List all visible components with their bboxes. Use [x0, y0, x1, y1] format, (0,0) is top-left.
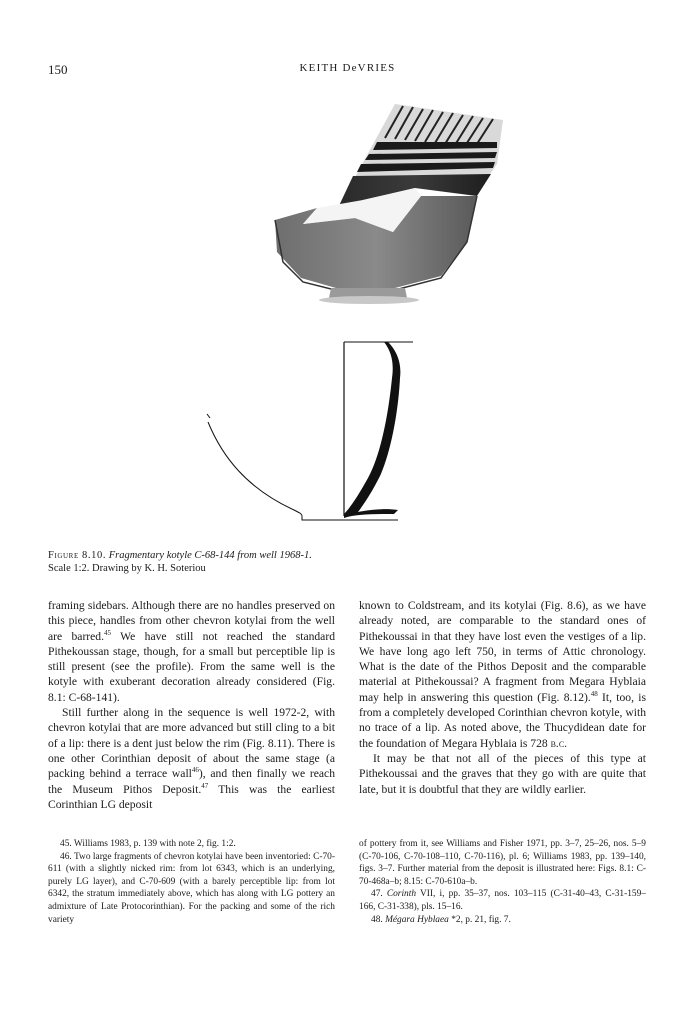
- footnote-ref[interactable]: 48: [590, 689, 598, 698]
- page-number: 150: [48, 62, 68, 77]
- figure-scale-credit: Scale 1:2. Drawing by K. H. Soteriou: [48, 563, 206, 574]
- figure-label: Figure 8.10.: [48, 550, 107, 561]
- profile-wall-section: [344, 342, 400, 518]
- footnotes-left: [48, 838, 335, 926]
- footnote-46: 46. Two large fragments of chevron kotylai have been inventoried: C-70-611 (with a slightly nicked rim: from lot 6343, which is an underlying, purely LG layer), and C-70-609 (with a barely perceptible lip: from lot 6342, the stratum immediately above, which has along with LG pottery an admixture of Late Protocorinthian). For the packing and some of the rich variety: [48, 851, 335, 925]
- footnote-ref[interactable]: 46: [191, 766, 199, 775]
- running-head: KEITH DeVRIES: [299, 62, 396, 74]
- paragraph: Still further along in the sequence is well 1972-2, with chevron kotylai that are more advanced but still cling to a bit of a lip: there is a dent just below the rim (Fig. 8.11). There is one other Corinthian deposit of about the same stage (a packing behind a terrace wall$^{46}$), and then finally we reach the Museum Pithos Deposit.$^{47}$ This was the earliest Corinthian LG deposit: [48, 706, 335, 811]
- figure-caption: [48, 549, 648, 575]
- footnote-ref[interactable]: 45: [104, 628, 112, 637]
- footnote-48: 48. Mégara Hyblaea *2, p. 21, fig. 7.: [371, 914, 511, 925]
- footnote-46-continued: of pottery from it, see Williams and Fisher 1971, pp. 3–7, 25–26, nos. 5–9 (C-70-106, C-70-108–110, C-70-116), pl. 6; Williams 1983, pp. 139–140, figs. 3–7. Further material from the deposit is illustrated here: Figs. 8.1: C-70-468a–b; 8.15: C-70-610a–b.: [359, 839, 646, 887]
- footnote-ref[interactable]: 47: [201, 781, 209, 790]
- footnotes-right: [359, 838, 646, 926]
- body-column-left: [48, 598, 335, 812]
- footnote-45: 45. Williams 1983, p. 139 with note 2, fig. 1:2.: [60, 839, 236, 849]
- figure-title: Fragmentary kotyle C-68-144 from well 1968-1.: [108, 550, 312, 561]
- kotyle-profile-drawing: [198, 338, 413, 528]
- body-column-right: [359, 598, 646, 797]
- paragraph: It may be that not all of the pieces of this type at Pithekoussai and the graves that they go with are quite that late, but it is doubtful that they are wildly earlier.: [359, 751, 646, 796]
- paragraph: known to Coldstream, and its kotylai (Fig. 8.6), as we have already noted, are comparable to the standard ones of Pithekoussai in that they have lost even the vestiges of a lip. We have long ago left 750, in terms of Attic chronology. What is the date of the Pithos Deposit and the comparable material at Pithekoussai? A fragment from Megara Hyblaia may help in answering this question (Fig. 8.12).$^{48}$ It, too, is from a completely developed Corinthian chevron kotyle, with no trace of a lip. As noted above, the Thucydidean date for the foundation of Megara Hyblaia is 728 b.c.: [359, 599, 646, 750]
- footnote-47: 47. Corinth VII, i, pp. 35–37, nos. 103–115 (C-31-40–43, C-31-159–166, C-31-338), pls. 15–16.: [359, 889, 646, 912]
- paragraph: framing sidebars. Although there are no handles preserved on this piece, handles from other chevron kotylai from the well are barred.$^{45}$ We have still not reached the standard Pithekoussan stage, though, for a small but perceptible lip is still present (see the profile). From the same well is the kotyle with exuberant decoration already considered (Fig. 8.1: C-68-141).: [48, 599, 335, 704]
- kotyle-photograph: [245, 92, 505, 310]
- profile-outline-left: [208, 422, 344, 520]
